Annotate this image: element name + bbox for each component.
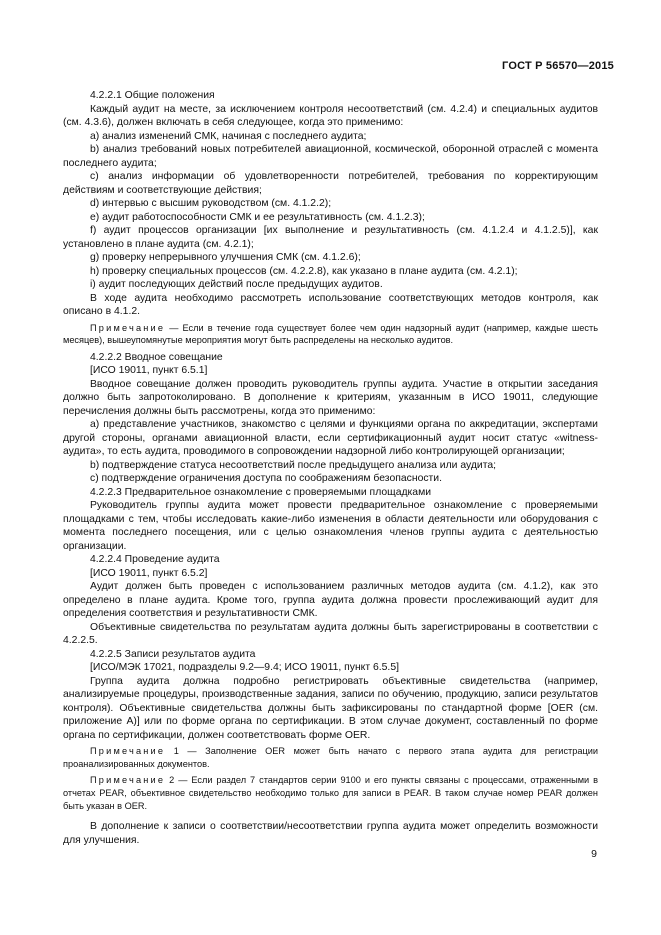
page-number: 9: [591, 848, 597, 860]
paragraph: Каждый аудит на месте, за исключением контроля несоответствий (см. 4.2.4) и специальных аудитов (см. 4.3.6), должен включать в себя следующее, когда это применимо:: [63, 103, 598, 128]
list-item: h) проверку специальных процессов (см. 4.2.2.8), как указано в плане аудита (см. 4.2.1);: [90, 265, 518, 277]
list-item: a) представление участников, знакомство с целями и функциями органа по аккредитации, экспертами другой стороны, органами авиационной власти, если сертификационный аудит носит статус «witness-аудита», то есть аудита, проводимого в сопровождении надзорной либо контролирующей организации;: [63, 419, 598, 458]
note: [63, 322, 598, 347]
note-label: Примечание: [90, 322, 166, 333]
list-item: c) подтверждение ограничения доступа по соображениям безопасности.: [90, 473, 442, 485]
paragraph: Вводное совещание должен проводить руководитель группы аудита. Участие в открытии заседания должно быть запротоколировано. В дополнение к критериям, указанным в ИСО 19011, следующие перечисления должны быть рассмотрены, когда это применимо:: [63, 378, 598, 417]
note-text: — Если в течение года существует более чем один надзорный аудит (например, каждые шесть месяцев), вышеупомянутые мероприятия могут быть распределены на несколько аудитов.: [63, 322, 598, 346]
list-item: c) анализ информации об удовлетворенности потребителей, требования по корректирующим действиям и соответствующие действия;: [63, 171, 598, 196]
note: [63, 745, 598, 770]
reference: [ИСО/МЭК 17021, подразделы 9.2—9.4; ИСО 19011, пункт 6.5.5]: [90, 662, 399, 674]
paragraph: В дополнение к записи о соответствии/несоответствии группа аудита может определить возможности для улучшения.: [63, 821, 598, 846]
paragraph: Группа аудита должна подробно регистрировать объективные свидетельства (например, анализируемые процедуры, производственные задания, записи по обучению, продукцию, записи результатов контроля). Объективные свидетельства должны быть зафиксированы по стандартной форме [OER (см. приложение А)] или по форме органа по сертификации. В этом случае документ, составленный по форме органа по сертификации, должен соответствовать форме OER.: [63, 675, 598, 741]
list-item: f) аудит процессов организации [их выполнение и результативность (см. 4.1.2.4 и 4.1.2.5)], как установлено в плане аудита (см. 4.2.1);: [63, 225, 598, 250]
reference: [ИСО 19011, пункт 6.5.2]: [90, 567, 208, 579]
section-heading: 4.2.2.3 Предварительное ознакомление с проверяемыми площадками: [90, 486, 432, 498]
list-item: b) анализ требований новых потребителей авиационной, космической, оборонной отраслей с момента последнего аудита;: [63, 144, 598, 169]
note-label: Примечание: [90, 775, 166, 786]
list-item: b) подтверждение статуса несоответствий после предыдущего анализа или аудита;: [90, 459, 497, 471]
paragraph: Руководитель группы аудита может провести предварительное ознакомление с проверяемыми площадками с тем, чтобы исследовать какие-либо изменения в области деятельности или оборудования с момента последнего посещения, или с целью ознакомления членов группы аудита с деятельностью организации.: [63, 500, 598, 552]
document-body: [63, 89, 598, 847]
list-item: a) анализ изменений СМК, начиная с последнего аудита;: [90, 130, 367, 142]
list-item: e) аудит работоспособности СМК и ее результативность (см. 4.1.2.3);: [90, 211, 425, 223]
reference: [ИСО 19011, пункт 6.5.1]: [90, 365, 208, 377]
list-item: d) интервью с высшим руководством (см. 4.1.2.2);: [90, 198, 332, 209]
list-item: g) проверку непрерывного улучшения СМК (см. 4.1.2.6);: [90, 252, 361, 263]
paragraph: Объективные свидетельства по результатам аудита должны быть зарегистрированы в соответствии с 4.2.2.5.: [63, 621, 598, 647]
standard-header: ГОСТ Р 56570—2015: [502, 60, 614, 72]
section-heading: 4.2.2.2 Вводное совещание: [90, 351, 223, 363]
note: [63, 774, 598, 812]
note-text: 1 — Заполнение OER может быть начато с первого этапа аудита для регистрации проанализированных документов.: [63, 746, 598, 769]
section-heading: 4.2.2.4 Проведение аудита: [90, 554, 220, 566]
paragraph: Аудит должен быть проведен с использованием различных методов аудита (см. 4.1.2), как это определено в плане аудита. Кроме того, группа аудита должна провести прослеживающий аудит для определения соответствия и результативности СМК.: [63, 581, 598, 620]
note-text: 2 — Если раздел 7 стандартов серии 9100 и его пункты связаны с процессами, отраженными в отчетах PEAR, объективное свидетельство необходимо только для записи в PEAR. В таком случае номер PEAR должен быть указан в OER.: [63, 775, 598, 811]
section-heading: 4.2.2.5 Записи результатов аудита: [90, 648, 256, 660]
section-heading: 4.2.2.1 Общие положения: [90, 90, 215, 101]
list-item: i) аудит последующих действий после предыдущих аудитов.: [90, 279, 383, 290]
paragraph: В ходе аудита необходимо рассмотреть использование соответствующих методов контроля, как описано в 4.1.2.: [63, 292, 598, 317]
note-label: Примечание: [90, 746, 166, 757]
